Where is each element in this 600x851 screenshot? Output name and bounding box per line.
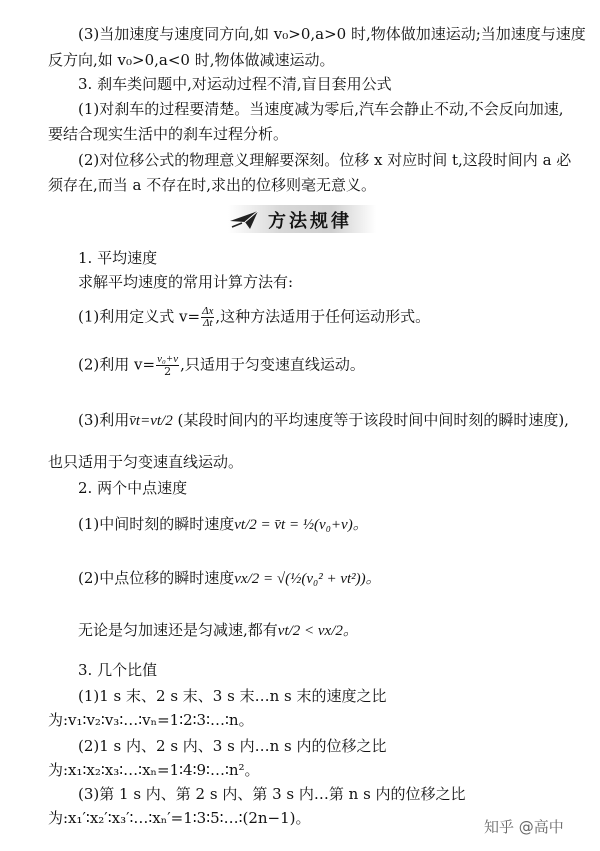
mid-1-pre: (1)中间时刻的瞬时速度 (78, 515, 235, 533)
midpoint-displacement-velocity (78, 568, 381, 589)
para-brake-process-line2: 要结合现实生活中的刹车过程分析。 (48, 125, 289, 143)
velocity-comparison-note (78, 620, 358, 641)
method-2-mean-formula (78, 354, 365, 377)
para-brake-process-line1: (1)对刹车的过程要清楚。当速度减为零后,汽车会静止不动,不会反向加速, (78, 100, 564, 118)
para-accel-same-dir-line2: 反方向,如 v₀>0,a<0 时,物体做减速运动。 (48, 51, 335, 69)
method-1-denominator: Δt (202, 317, 213, 329)
heading-average-velocity: 1. 平均速度 (78, 249, 158, 267)
method-3-midtime (78, 410, 569, 431)
mid-2-formula: vx/2 = √(½(v₀² + vt²))。 (234, 571, 381, 587)
ratio-1-line2: 为:v₁∶v₂∶v₃∶…∶vₙ=1∶2∶3∶…∶n。 (48, 711, 254, 729)
zhihu-watermark: 知乎 @高中 (484, 818, 564, 836)
method-3-continuation: 也只适用于匀变速直线运动。 (48, 453, 244, 471)
method-2-denominator: 2 (164, 365, 172, 378)
average-velocity-intro: 求解平均速度的常用计算方法有: (78, 273, 294, 291)
para-displacement-line2: 须存在,而当 a 不存在时,求出的位移则毫无意义。 (48, 176, 377, 194)
method-2-numerator: v₀+v (157, 353, 179, 365)
ratio-2-line1: (2)1 s 内、2 s 内、3 s 内…n s 内的位移之比 (78, 737, 387, 755)
heading-two-midpoint-velocities: 2. 两个中点速度 (78, 479, 188, 497)
paper-plane-icon (228, 205, 268, 233)
method-2-post: ,只适用于匀变速直线运动。 (180, 355, 365, 374)
method-1-fraction (201, 306, 214, 329)
method-1-numerator: Δx (202, 305, 214, 317)
heading-brake-problem: 3. 刹车类问题中,对运动过程不清,盲目套用公式 (78, 75, 392, 93)
midpoint-time-velocity (78, 514, 368, 535)
section-title: 方法规律 (268, 211, 352, 232)
method-1-pre: (1)利用定义式 v= (78, 307, 201, 326)
method-3-pre: (3)利用 (78, 411, 130, 429)
para-accel-same-dir-line1: (3)当加速度与速度同方向,如 v₀>0,a>0 时,物体做加速运动;当加速度与速度 (78, 25, 586, 43)
note-pre: 无论是匀加速还是匀减速,都有 (78, 621, 278, 639)
method-2-pre: (2)利用 v= (78, 355, 156, 374)
method-3-post: (某段时间内的平均速度等于该段时间中间时刻的瞬时速度), (172, 411, 569, 429)
ratio-3-line1: (3)第 1 s 内、第 2 s 内、第 3 s 内…第 n s 内的位移之比 (78, 785, 466, 803)
ratio-1-line1: (1)1 s 末、2 s 末、3 s 末…n s 末的速度之比 (78, 687, 387, 705)
method-2-fraction (156, 354, 179, 377)
method-1-post: ,这种方法适用于任何运动形式。 (215, 307, 431, 326)
para-displacement-line1: (2)对位移公式的物理意义理解要深刻。位移 x 对应时间 t,这段时间内 a 必 (78, 151, 572, 169)
mid-1-formula: vt/2 = v̄t = ½(v₀+v)。 (234, 517, 368, 533)
mid-2-pre: (2)中点位移的瞬时速度 (78, 569, 235, 587)
method-1-definition (78, 306, 430, 329)
note-formula: vt/2 < vx/2。 (277, 623, 358, 639)
ratio-3-line2: 为:x₁′∶x₂′∶x₃′∶…∶xₙ′=1∶3∶5∶…∶(2n−1)。 (48, 809, 311, 827)
ratio-2-line2: 为:x₁∶x₂∶x₃∶…∶xₙ=1∶4∶9∶…∶n²。 (48, 761, 260, 779)
method-3-formula: v̄t=vt/2 (129, 413, 173, 429)
heading-ratios: 3. 几个比值 (78, 661, 158, 679)
